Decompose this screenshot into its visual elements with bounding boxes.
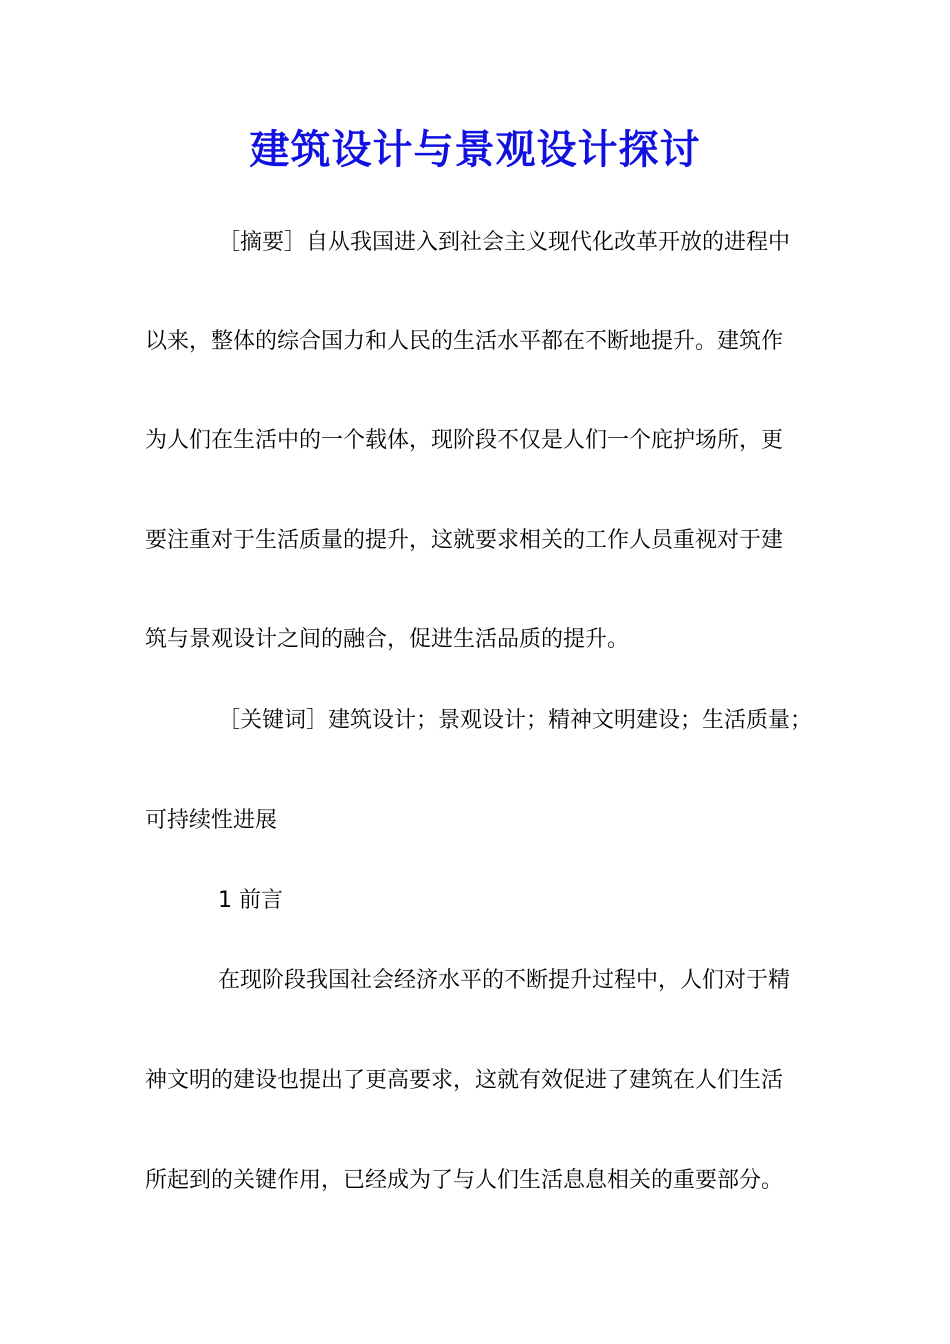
- abstract-line-5: 筑与景观设计之间的融合，促进生活品质的提升。: [145, 627, 630, 652]
- intro-line-3: 所起到的关键作用，已经成为了与人们生活息息相关的重要部分。: [145, 1168, 784, 1193]
- document-title: 建筑设计与景观设计探讨: [249, 126, 701, 173]
- intro-line-1: 在现阶段我国社会经济水平的不断提升过程中，人们对于精: [218, 968, 791, 993]
- keywords-line-1: ［关键词］建筑设计；景观设计；精神文明建设；生活质量；: [218, 708, 813, 733]
- abstract-line-1: ［摘要］自从我国进入到社会主义现代化改革开放的进程中: [218, 230, 791, 255]
- section-heading-intro: 1 前言: [218, 888, 283, 913]
- abstract-line-3: 为人们在生活中的一个载体，现阶段不仅是人们一个庇护场所，更: [145, 428, 784, 453]
- keywords-line-2: 可持续性进展: [145, 808, 278, 833]
- intro-line-2: 神文明的建设也提出了更高要求，这就有效促进了建筑在人们生活: [145, 1068, 784, 1093]
- abstract-line-4: 要注重对于生活质量的提升，这就要求相关的工作人员重视对于建: [145, 528, 784, 553]
- abstract-line-2: 以来，整体的综合国力和人民的生活水平都在不断地提升。建筑作: [145, 329, 784, 354]
